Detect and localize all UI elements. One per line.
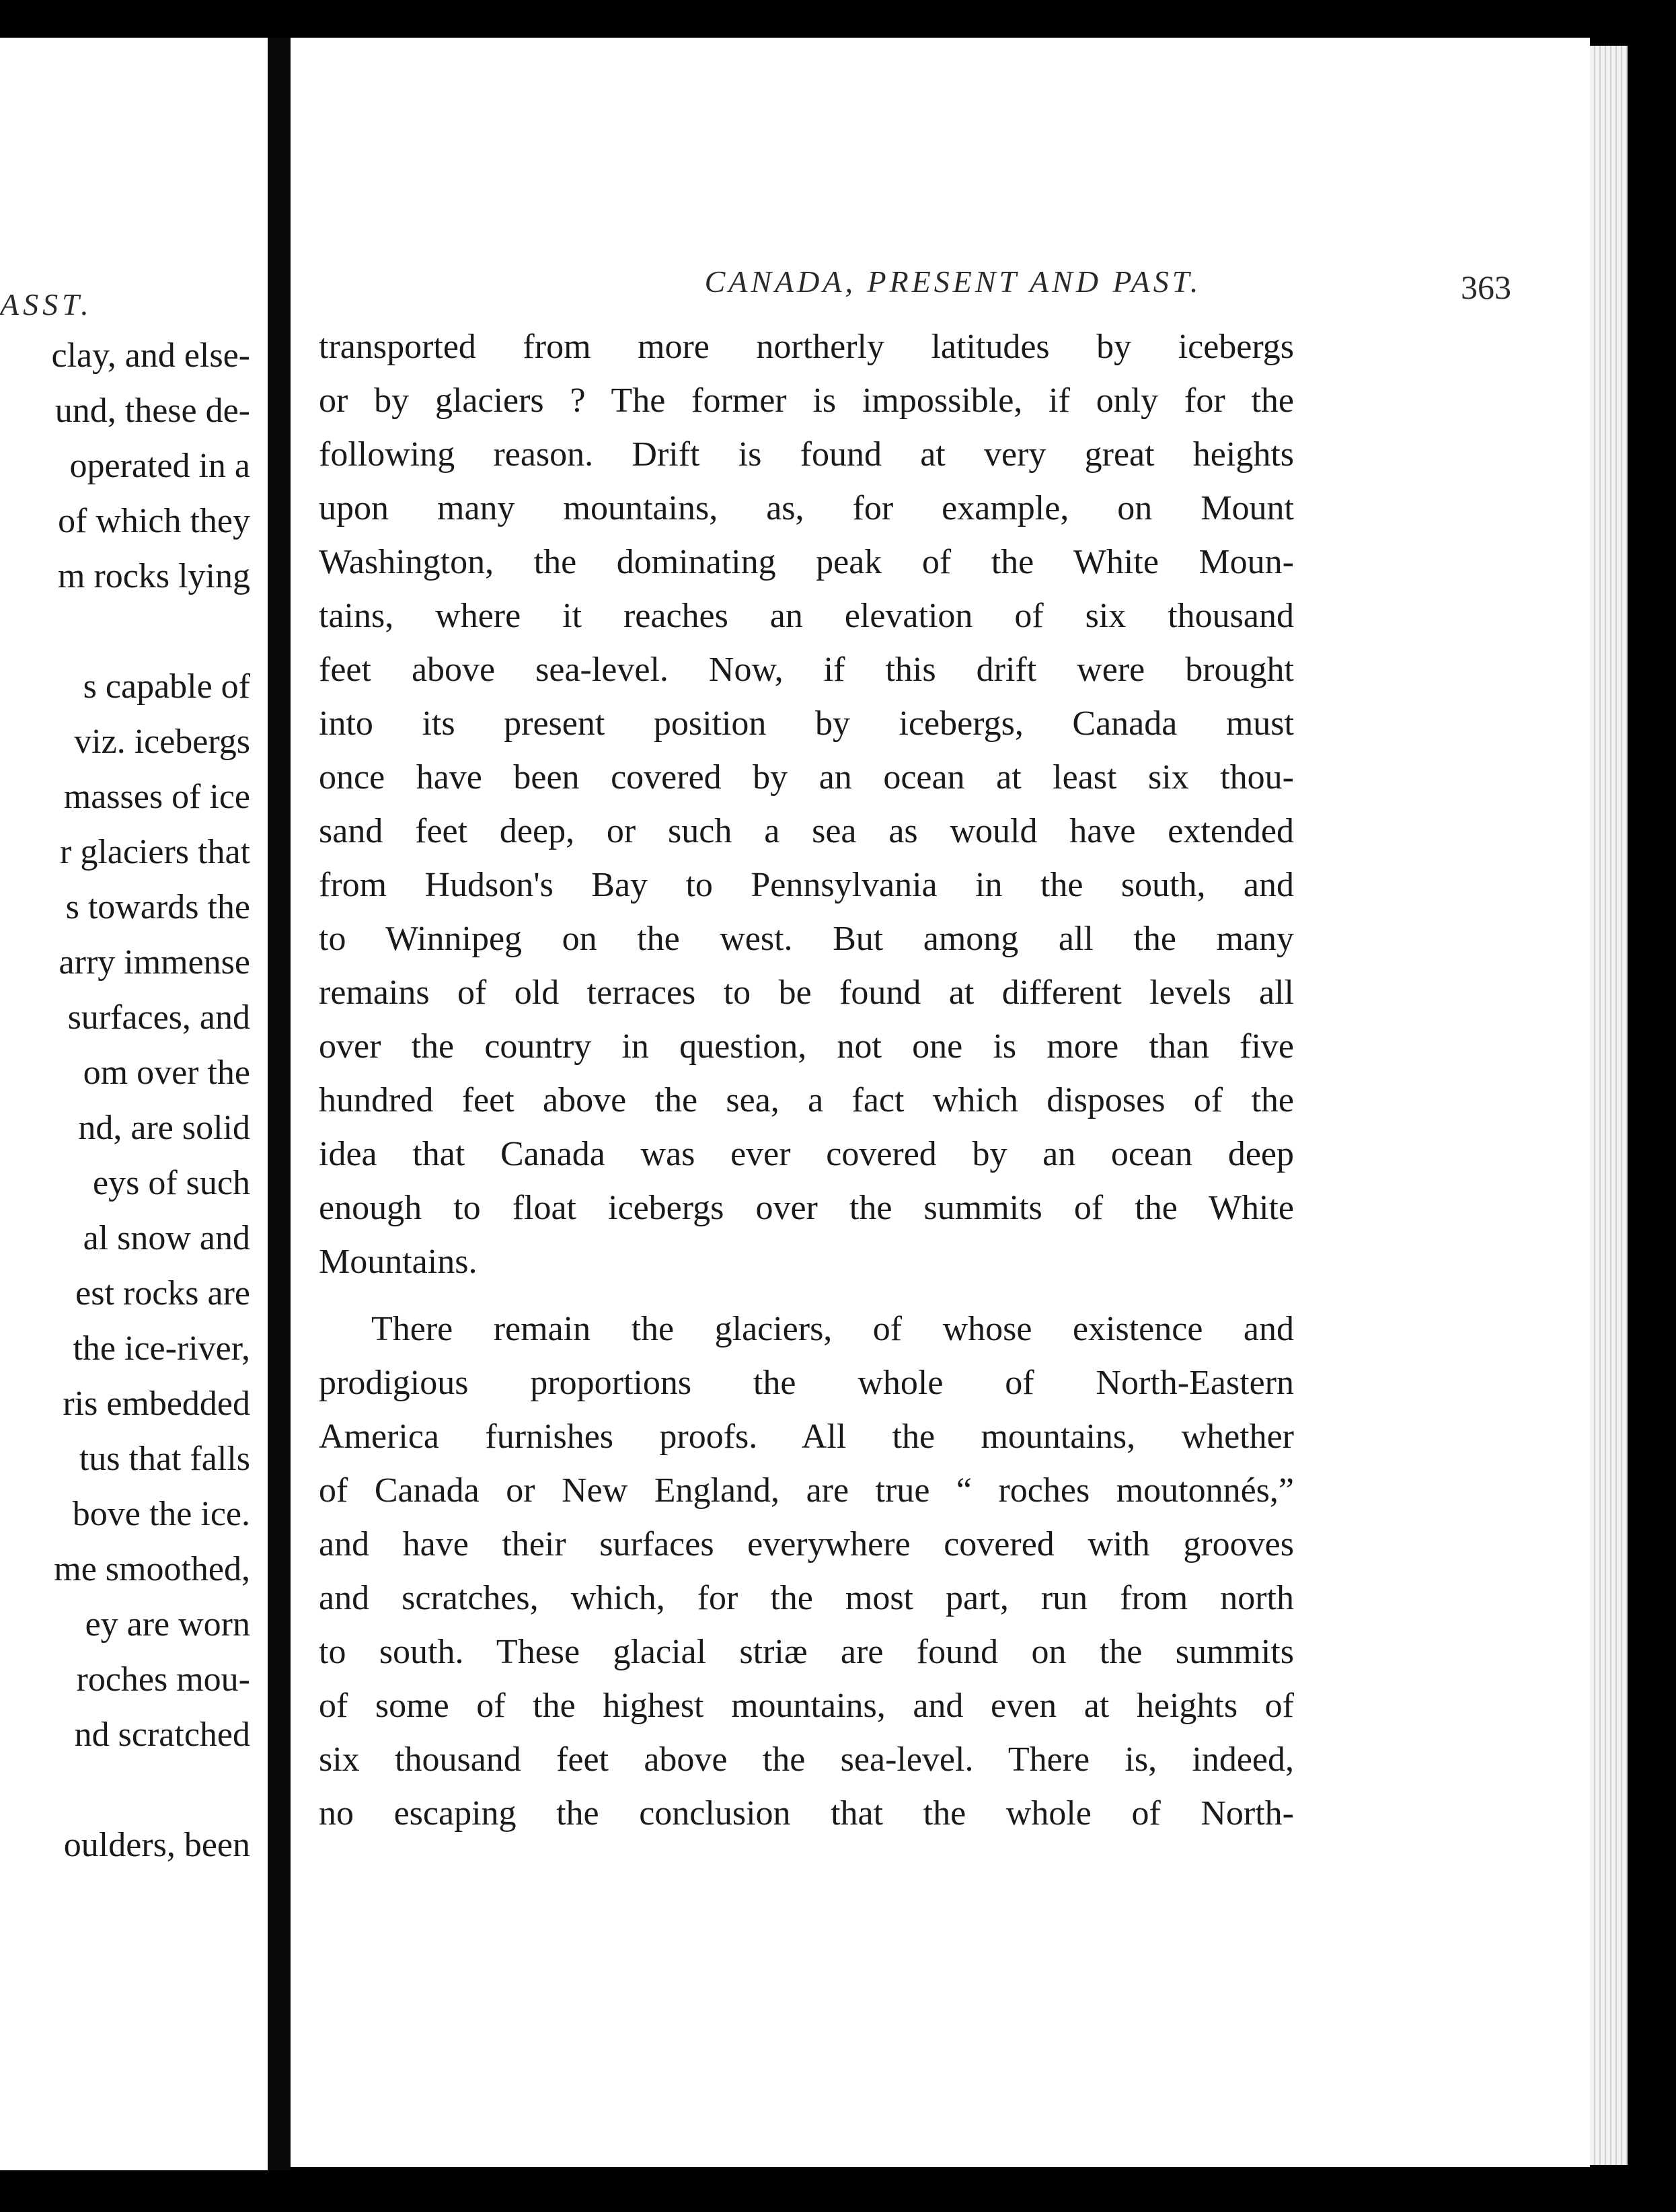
text-line: prodigious proportions the whole of North-Eastern <box>319 1364 1294 1402</box>
text-line: of some of the highest mountains, and even at heights of <box>319 1687 1294 1725</box>
left-line: al snow and <box>83 1219 250 1257</box>
left-line: bove the ice. <box>72 1495 250 1533</box>
text-line: transported from more northerly latitudes by icebergs <box>319 328 1294 366</box>
left-line-gap <box>0 1763 250 1818</box>
left-page-text <box>0 328 250 1873</box>
body-text <box>319 320 1294 1841</box>
left-line: me smoothed, <box>54 1550 250 1588</box>
text-line: Mountains. <box>319 1243 478 1281</box>
text-line: tains, where it reaches an elevation of six thousand <box>319 597 1294 635</box>
text-line: idea that Canada was ever covered by an ocean deep <box>319 1135 1294 1173</box>
text-line: following reason. Drift is found at very great heights <box>319 435 1294 474</box>
left-line: und, these de- <box>54 392 250 430</box>
left-line: clay, and else- <box>51 336 250 375</box>
paragraph-gap <box>319 1289 1294 1302</box>
left-page <box>0 38 268 2170</box>
left-line: roches mou- <box>76 1660 250 1699</box>
left-line: eys of such <box>93 1164 250 1202</box>
left-line: nd, are solid <box>78 1109 250 1147</box>
text-line: upon many mountains, as, for example, on Mount <box>319 489 1294 527</box>
page-edges <box>1590 46 1628 2165</box>
text-line: to Winnipeg on the west. But among all the many <box>319 920 1294 958</box>
left-line: est rocks are <box>75 1274 250 1313</box>
text-line: from Hudson's Bay to Pennsylvania in the south, and <box>319 866 1294 904</box>
left-line: tus that falls <box>79 1440 250 1478</box>
text-line: or by glaciers ? The former is impossible, if only for the <box>319 381 1294 420</box>
book-spine <box>268 38 291 2170</box>
page-number: 363 <box>1461 268 1511 306</box>
left-line: om over the <box>83 1054 250 1092</box>
text-line: and have their surfaces everywhere covered with grooves <box>319 1525 1294 1563</box>
left-line: ey are worn <box>85 1605 250 1644</box>
paragraph-2 <box>319 1302 1294 1841</box>
left-line: r glaciers that <box>60 833 250 871</box>
left-line: s capable of <box>83 667 250 706</box>
text-line: of Canada or New England, are true “ roches moutonnés,” <box>319 1471 1294 1510</box>
left-line: arry immense <box>59 943 250 982</box>
left-line: viz. icebergs <box>74 723 250 761</box>
left-line: operated in a <box>69 447 250 485</box>
left-running-head-fragment: ASST. <box>0 287 93 322</box>
text-line: enough to float icebergs over the summits of the White <box>319 1189 1294 1227</box>
left-line: oulders, been <box>63 1826 250 1864</box>
running-head: CANADA, PRESENT AND PAST. <box>704 264 1202 299</box>
left-line: ris embedded <box>63 1385 250 1423</box>
text-line: over the country in question, not one is more than five <box>319 1027 1294 1066</box>
left-line: of which they <box>58 502 250 540</box>
text-line: feet above sea-level. Now, if this drift were brought <box>319 651 1294 689</box>
text-line: once have been covered by an ocean at least six thou- <box>319 758 1294 797</box>
text-line: into its present position by icebergs, Canada must <box>319 704 1294 743</box>
left-line: nd scratched <box>74 1716 250 1754</box>
text-line: to south. These glacial striæ are found on the summits <box>319 1633 1294 1671</box>
text-line: no escaping the conclusion that the whole of North- <box>319 1794 1294 1833</box>
text-line: remains of old terraces to be found at different levels all <box>319 973 1294 1012</box>
text-line: six thousand feet above the sea-level. There is, indeed, <box>319 1740 1294 1779</box>
left-line: the ice-river, <box>73 1329 250 1368</box>
left-line-gap <box>0 604 250 659</box>
text-line: hundred feet above the sea, a fact which disposes of the <box>319 1081 1294 1119</box>
left-line: surfaces, and <box>67 998 250 1037</box>
text-line: There remain the glaciers, of whose existence and <box>371 1310 1294 1348</box>
paragraph-1 <box>319 320 1294 1289</box>
left-line: s towards the <box>65 888 250 926</box>
text-line: sand feet deep, or such a sea as would have extended <box>319 812 1294 850</box>
text-line: Washington, the dominating peak of the White Moun- <box>319 543 1294 581</box>
text-line: and scratches, which, for the most part, run from north <box>319 1579 1294 1617</box>
left-line: m rocks lying <box>58 557 250 595</box>
text-line: America furnishes proofs. All the mountains, whether <box>319 1417 1294 1456</box>
left-line: masses of ice <box>63 778 250 816</box>
